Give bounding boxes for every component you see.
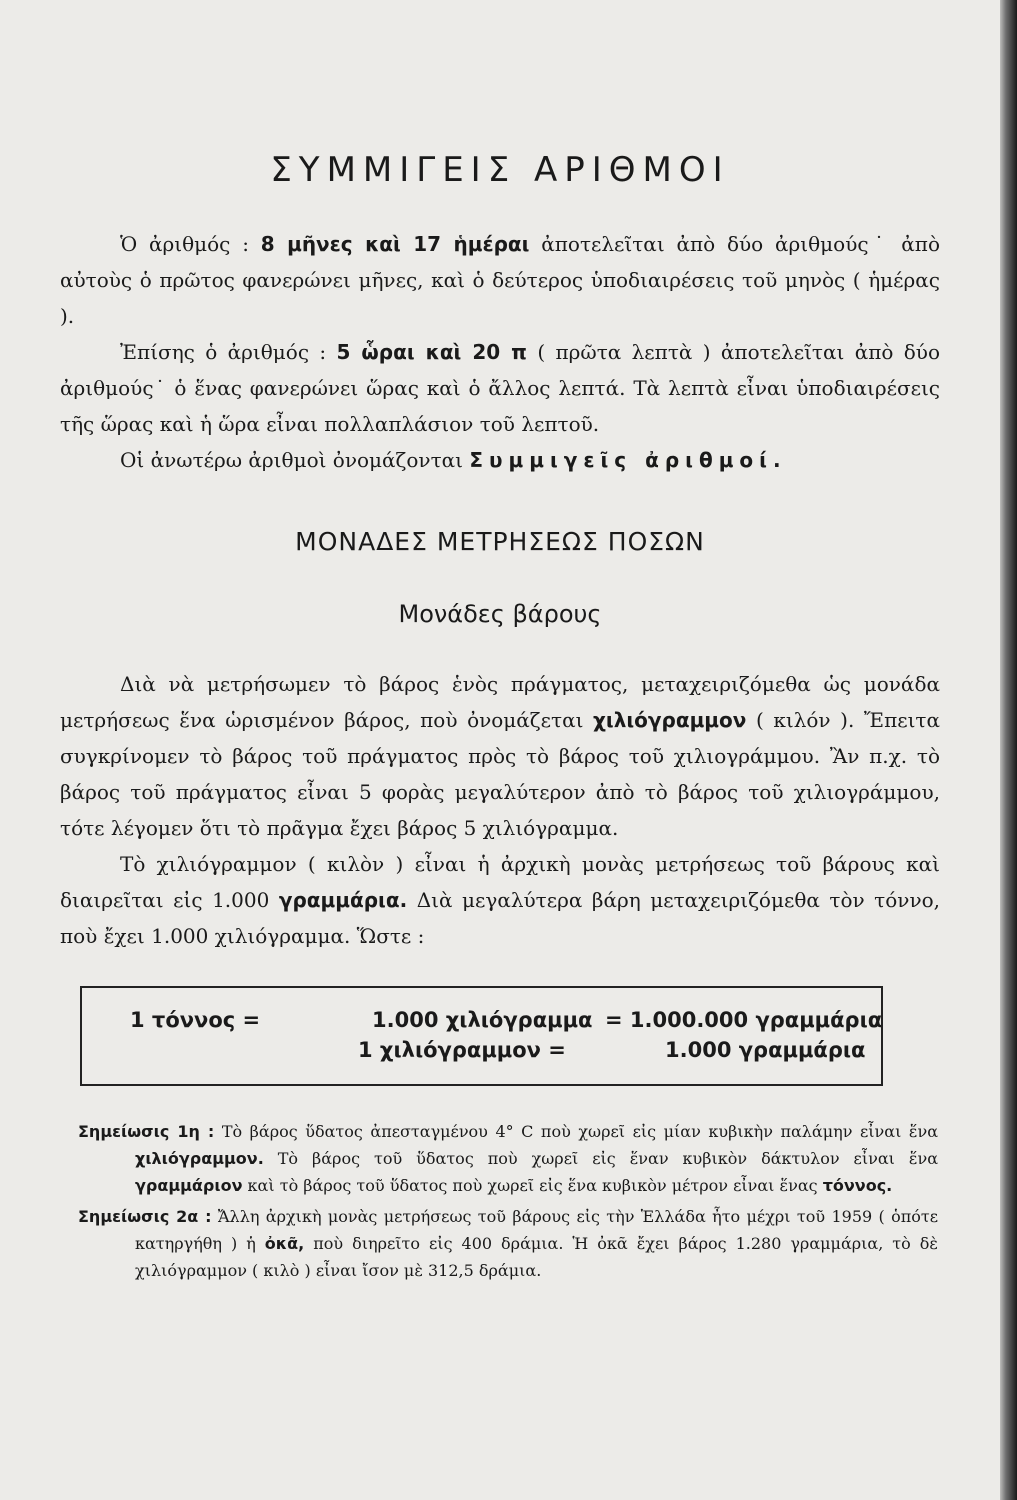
text-run: ( κιλόν ). Ἔπειτα συγκρίνομεν τὸ βάρος τοῦ πράγματος πρὸς τὸ βάρος τοῦ χιλιογράμμου. Ἂν π.χ. τὸ βάρος τοῦ πράγματος εἶναι 5 φορὰς μεγαλύτερον ἀπὸ τὸ βάρος τοῦ χιλιογράμμου, τότε λέγομεν ὅτι τὸ πρᾶγμα ἔχει βάρος 5 χιλιόγραμμα. bbox=[60, 708, 940, 840]
weight-text bbox=[60, 666, 940, 954]
bold-term: τόννος. bbox=[822, 1176, 893, 1195]
text-run: Διὰ νὰ μετρήσωμεν τὸ βάρος ἑνὸς πράγματος, μεταχειριζόμεθα ὡς μονάδα μετρήσεως ἕνα ὡρισμένον βάρος, ποὺ ὀνομάζεται bbox=[60, 672, 940, 732]
note-label: Σημείωσις 1η : bbox=[78, 1122, 215, 1141]
notes bbox=[78, 1118, 938, 1288]
note-label: Σημείωσις 2α : bbox=[78, 1207, 212, 1226]
paragraph-hours bbox=[60, 334, 940, 442]
text-run: ( πρῶτα λεπτὰ ) ἀποτελεῖται ἀπὸ δύο ἀριθμούς˙ ὁ ἕνας φανερώνει ὥρας καὶ ὁ ἄλλος λεπτά. Τὰ λεπτὰ εἶναι ὑποδιαιρέσεις τῆς ὥρας καὶ ἡ ὥρα εἶναι πολλαπλάσιον τοῦ λεπτοῦ. bbox=[60, 340, 940, 436]
text-run: Τὸ χιλιόγραμμον ( κιλὸν ) εἶναι ἡ ἀρχικὴ μονὰς μετρήσεως τοῦ βάρους καὶ διαιρεῖται εἰς 1.000 bbox=[60, 852, 940, 912]
paragraph-grams bbox=[60, 846, 940, 954]
text-run: Διὰ μεγαλύτερα βάρη μεταχειριζόμεθα τὸν τόννο, ποὺ ἔχει 1.000 χιλιόγραμμα. Ὥστε : bbox=[60, 888, 941, 948]
text-run: Τὸ βάρος ὕδατος ἀπεσταγμένου 4° C ποὺ χωρεῖ εἰς μίαν κυβικὴν παλάμην εἶναι ἕνα bbox=[214, 1122, 938, 1141]
section-title: ΜΟΝΑΔΕΣ ΜΕΤΡΗΣΕΩΣ ΠΟΣΩΝ bbox=[295, 527, 705, 556]
text-run: ἀποτελεῖται ἀπὸ δύο ἀριθμούς˙ ἀπὸ αὐτοὺς ὁ πρῶτος φανερώνει μῆνες, καὶ ὁ δεύτερος ὑποδιαιρέσεις τοῦ μηνὸς ( ἡμέρας ). bbox=[60, 232, 940, 328]
conversion-cell: = 1.000.000 γραμμάρια bbox=[605, 1008, 883, 1032]
bold-term: χιλιόγραμμον bbox=[593, 708, 747, 732]
paragraph-months bbox=[60, 226, 940, 334]
text-run: Ἄλλη ἀρχικὴ μονὰς μετρήσεως τοῦ βάρους εἰς τὴν Ἑλλάδα ἦτο μέχρι τοῦ 1959 ( ὁπότε κατηργήθη ) ἡ bbox=[135, 1207, 939, 1253]
bold-term: χιλιόγραμμον. bbox=[135, 1149, 264, 1168]
text-run: ποὺ διηρεῖτο εἰς 400 δράμια. Ἡ ὀκᾶ ἔχει βάρος 1.280 γραμμάρια, τὸ δὲ χιλιόγραμμον ( κιλὸ ) εἶναι ἴσον μὲ 312,5 δράμια. bbox=[135, 1234, 938, 1280]
page-title: ΣΥΜΜΙΓΕΙΣ ΑΡΙΘΜΟΙ bbox=[270, 150, 730, 190]
text-run: Ὁ ἀριθμός : bbox=[120, 232, 261, 256]
conversion-cell: 1 χιλιόγραμμον = bbox=[358, 1038, 566, 1062]
conversion-row bbox=[82, 1008, 885, 1040]
bold-term: ὀκᾶ, bbox=[264, 1234, 305, 1253]
book-spine bbox=[1000, 0, 1017, 1500]
text-run: Οἱ ἀνωτέρω ἀριθμοὶ ὀνομάζονται bbox=[120, 448, 470, 472]
paragraph-kilogram bbox=[60, 666, 940, 846]
paragraph-definition bbox=[60, 442, 940, 478]
text-run: καὶ τὸ βάρος τοῦ ὕδατος ποὺ χωρεῖ εἰς ἕνα κυβικὸν μέτρον εἶναι ἕνας bbox=[242, 1176, 823, 1195]
subsection-title: Μονάδες βάρους bbox=[398, 600, 602, 628]
bold-term: γραμμάριον bbox=[135, 1176, 243, 1195]
text-run: Ἐπίσης ὁ ἀριθμός : bbox=[120, 340, 337, 364]
conversion-cell: 1.000 γραμμάρια bbox=[665, 1038, 866, 1062]
bold-term: 5 ὧραι καὶ 20 π bbox=[336, 340, 527, 364]
note-1 bbox=[78, 1118, 938, 1199]
conversion-cell: 1.000 χιλιόγραμμα bbox=[372, 1008, 593, 1032]
intro-text bbox=[60, 226, 940, 478]
conversion-box bbox=[80, 986, 883, 1086]
note-2 bbox=[78, 1203, 938, 1284]
conversion-cell: 1 τόννος = bbox=[130, 1008, 261, 1032]
conversion-row bbox=[82, 1038, 885, 1070]
text-run: Τὸ βάρος τοῦ ὕδατος ποὺ χωρεῖ εἰς ἕναν κυβικὸν δάκτυλον εἶναι ἕνα bbox=[263, 1149, 938, 1168]
bold-term: 8 μῆνες καὶ 17 ἡμέραι bbox=[260, 232, 530, 256]
bold-term: Συμμιγεῖς ἀριθμοί. bbox=[469, 448, 787, 472]
bold-term: γραμμάρια. bbox=[278, 888, 408, 912]
